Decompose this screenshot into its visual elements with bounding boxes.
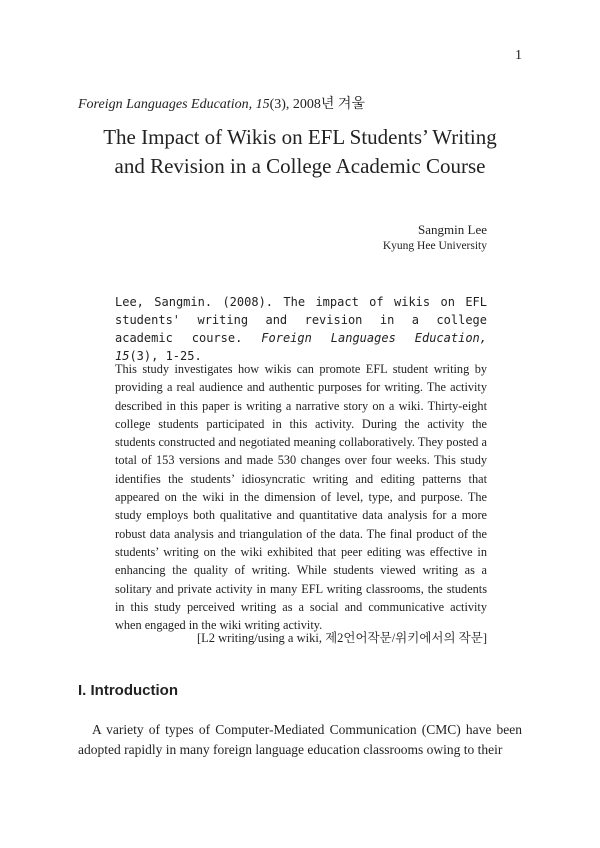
abstract-text: This study investigates how wikis can promote EFL student writing by providing a real audience and authentic purposes for writing. The activity described in this paper is writing a narrative story on a wiki. Thirty-eight college students participated in this activity. During the activity the students constructed and negotiated meaning collaboratively. They posted a total of 153 versions and made 530 changes over four weeks. This study identifies the students’ idiosyncratic writing and editing patterns that appeared on the wiki in the dimension of level, type, and purpose. The study employs both qualitative and quantitative data analysis for a more robust data analysis and triangulation of the data. The final product of the students’ writing on the wiki exhibited that peer editing was effective in enhancing the quality of writing. While students viewed writing as a solitary and private activity in many EFL writing classrooms, the students in this study perceived writing as a social and communicative activity when engaged in the wiki writing activity. bbox=[115, 362, 487, 633]
page-number: 1 bbox=[515, 48, 522, 63]
body-paragraph: A variety of types of Computer-Mediated Communication (CMC) have been adopted rapidly in many foreign language education classrooms owing to their bbox=[78, 722, 522, 757]
journal-name: Foreign Languages Education, bbox=[78, 97, 253, 112]
abstract bbox=[115, 360, 487, 634]
title-line-1: The Impact of Wikis on EFL Students’ Writing bbox=[103, 125, 497, 149]
citation-volume: 15 bbox=[115, 349, 130, 363]
body-text bbox=[78, 720, 522, 760]
citation-journal: Foreign Languages Education, bbox=[261, 331, 487, 345]
citation bbox=[115, 293, 487, 365]
citation-text: Lee, Sangmin. (2008). The impact of wikis on EFL students' writing and revision in a college academic course. bbox=[115, 295, 487, 345]
journal-issue-date: (3), 2008년 겨울 bbox=[269, 97, 365, 112]
journal-header bbox=[78, 93, 365, 113]
journal-volume: 15 bbox=[255, 97, 270, 112]
author-name: Sangmin Lee bbox=[418, 222, 487, 237]
paper-title bbox=[0, 123, 600, 181]
keywords: [L2 writing/using a wiki, 제2언어작문/위키에서의 작문] bbox=[196, 631, 487, 645]
title-line-2: and Revision in a College Academic Course bbox=[114, 154, 486, 178]
section-heading: I. Introduction bbox=[78, 682, 178, 699]
author-affiliation: Kyung Hee University bbox=[382, 240, 487, 252]
citation-pages: (3), 1-25. bbox=[129, 349, 202, 363]
